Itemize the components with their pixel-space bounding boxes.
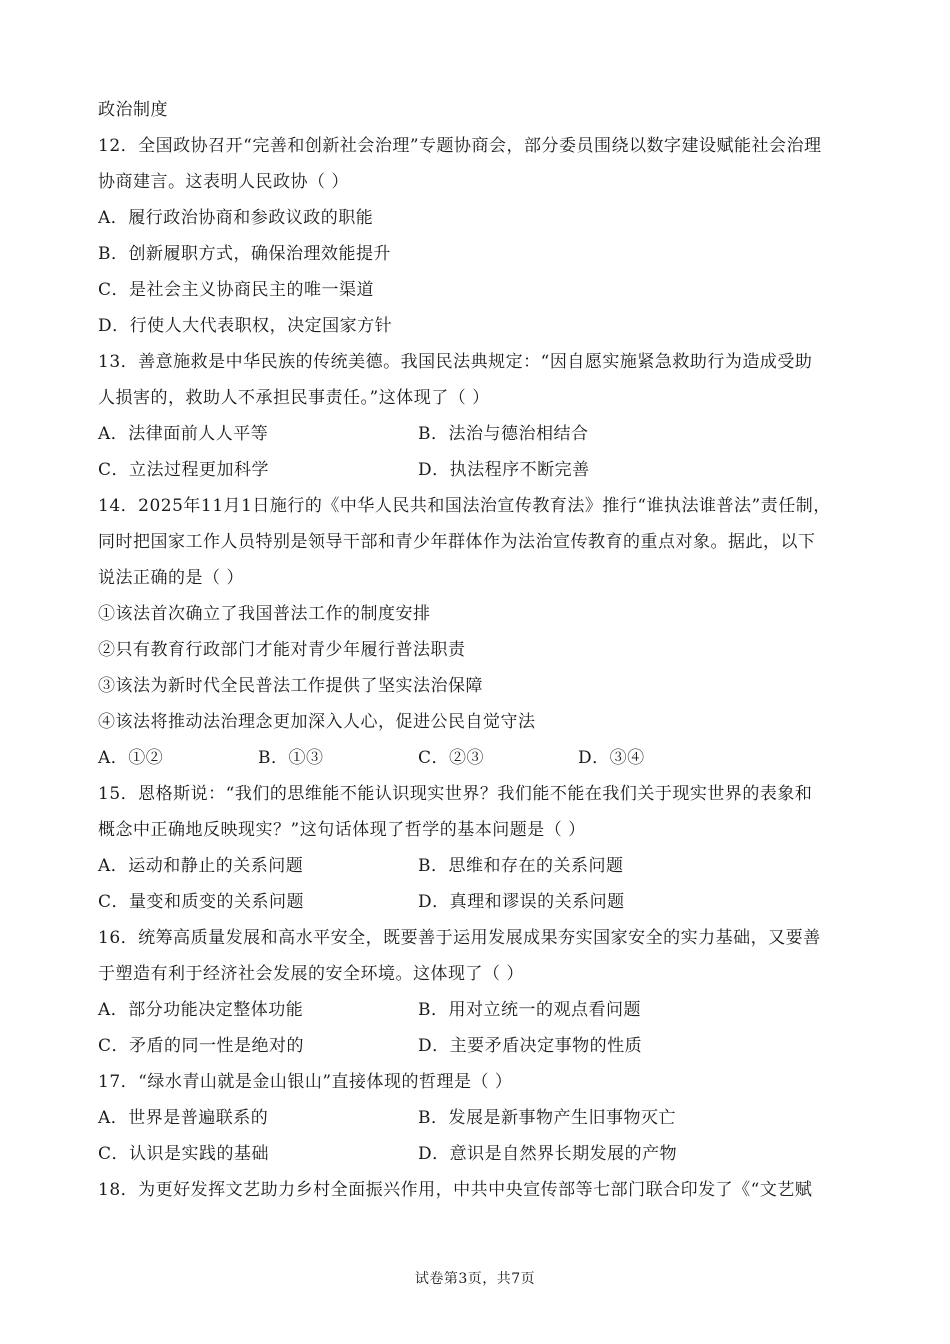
answer-option: B．①③	[258, 748, 324, 768]
answer-option: D．③④	[578, 748, 645, 768]
option-row	[98, 992, 858, 1028]
text-line: 协商建言。这表明人民政协（ ）	[98, 172, 349, 192]
answer-option: B．发展是新事物产生旧事物灭亡	[418, 1108, 676, 1128]
answer-option: C．②③	[418, 748, 485, 768]
text-line: 16．统筹高质量发展和高水平安全，既要善于运用发展成果夯实国家安全的实力基础，又要善	[98, 928, 821, 948]
text-line: 说法正确的是（ ）	[98, 568, 244, 588]
text-line: 政治制度	[98, 100, 168, 120]
option-row	[98, 848, 858, 884]
option-row	[98, 740, 858, 776]
answer-option: A．运动和静止的关系问题	[98, 856, 304, 876]
text-line: 12．全国政协召开“完善和创新社会治理”专题协商会，部分委员围绕以数字建设赋能社会治理	[98, 136, 822, 156]
text-line: D．行使人大代表职权，决定国家方针	[98, 316, 393, 336]
answer-option: D．执法程序不断完善	[418, 460, 590, 480]
text-line: 于塑造有利于经济社会发展的安全环境。这体现了（ ）	[98, 964, 524, 984]
answer-option: C．量变和质变的关系问题	[98, 892, 305, 912]
answer-option: A．法律面前人人平等	[98, 424, 269, 444]
exam-content	[98, 92, 858, 1208]
answer-option: A．①②	[98, 748, 164, 768]
text-line: 14．2025年11月1日施行的《中华人民共和国法治宣传教育法》推行“谁执法谁普法”责任制，	[98, 496, 831, 516]
text-line: 17．“绿水青山就是金山银山”直接体现的哲理是（ ）	[98, 1072, 513, 1092]
text-line: 同时把国家工作人员特别是领导干部和青少年群体作为法治宣传教育的重点对象。据此，以下	[98, 532, 816, 552]
text-line: ①该法首次确立了我国普法工作的制度安排	[98, 604, 431, 624]
option-row	[98, 452, 858, 488]
option-row	[98, 884, 858, 920]
text-line: A．履行政治协商和参政议政的职能	[98, 208, 374, 228]
option-row	[98, 416, 858, 452]
option-row	[98, 1100, 858, 1136]
text-line: ④该法将推动法治理念更加深入人心，促进公民自觉守法	[98, 712, 536, 732]
answer-option: D．主要矛盾决定事物的性质	[418, 1036, 643, 1056]
text-line: 18．为更好发挥文艺助力乡村全面振兴作用，中共中央宣传部等七部门联合印发了《“文艺赋	[98, 1180, 813, 1200]
answer-option: B．用对立统一的观点看问题	[418, 1000, 641, 1020]
answer-option: D．意识是自然界长期发展的产物	[418, 1144, 678, 1164]
text-line: 概念中正确地反映现实？”这句话体现了哲学的基本问题是（ ）	[98, 820, 586, 840]
answer-option: C．矛盾的同一性是绝对的	[98, 1036, 305, 1056]
option-row	[98, 1028, 858, 1064]
text-line: ②只有教育行政部门才能对青少年履行普法职责	[98, 640, 466, 660]
answer-option: A．世界是普遍联系的	[98, 1108, 269, 1128]
answer-option: C．立法过程更加科学	[98, 460, 270, 480]
text-line: 13．善意施救是中华民族的传统美德。我国民法典规定：“因自愿实施紧急救助行为造成受助	[98, 352, 813, 372]
answer-option: D．真理和谬误的关系问题	[418, 892, 625, 912]
page-footer: 试卷第3页，共7页	[414, 1271, 536, 1287]
answer-option: A．部分功能决定整体功能	[98, 1000, 304, 1020]
answer-option: B．法治与德治相结合	[418, 424, 589, 444]
answer-option: C．认识是实践的基础	[98, 1144, 270, 1164]
option-row	[98, 1136, 858, 1172]
text-line: 15．恩格斯说：“我们的思维能不能认识现实世界？我们能不能在我们关于现实世界的表象和	[98, 784, 813, 804]
text-line: C．是社会主义协商民主的唯一渠道	[98, 280, 375, 300]
answer-option: B．思维和存在的关系问题	[418, 856, 624, 876]
text-line: 人损害的，救助人不承担民事责任。”这体现了（ ）	[98, 388, 490, 408]
text-line: ③该法为新时代全民普法工作提供了坚实法治保障	[98, 676, 483, 696]
text-line: B．创新履职方式，确保治理效能提升	[98, 244, 391, 264]
